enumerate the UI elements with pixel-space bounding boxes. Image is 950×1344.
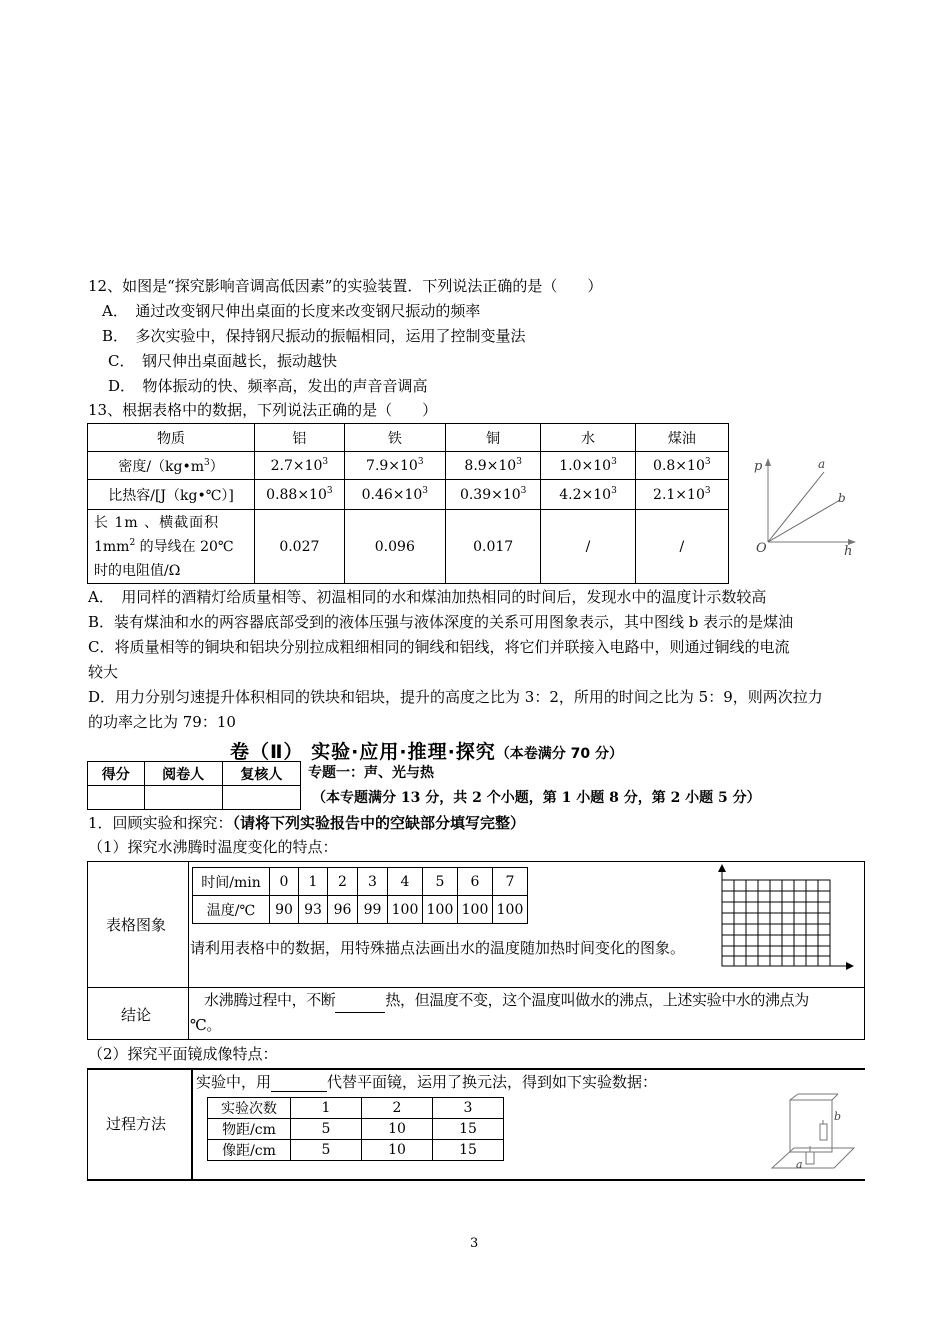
table-cell: 0.017 [445, 510, 540, 584]
score-cell[interactable] [88, 786, 145, 810]
table-cell: 10 [362, 1119, 433, 1140]
blank-heat[interactable] [335, 988, 385, 1013]
line-label-b: b [838, 491, 846, 505]
q13-stem: 13、根据表格中的数据，下列说法正确的是（ ） [88, 401, 438, 419]
table-row [193, 868, 528, 896]
table-cell: 5 [423, 868, 458, 896]
q13-option-c-line1: C．将质量相等的铜块和铝块分别拉成粗细相同的铜线和铝线，将它们并联接入电路中，则通过铜线的电流 [88, 638, 790, 656]
table-header: 铜 [445, 424, 540, 452]
mirror-data-table [207, 1097, 504, 1161]
boiling-data-table [192, 867, 528, 924]
table-row [193, 896, 528, 924]
topic1-note: （本专题满分 13 分，共 2 个小题，第 1 小题 8 分，第 2 小题 5 分） [312, 790, 761, 806]
table-cell: 100 [493, 896, 528, 924]
topic1-title: 专题一：声、光与热 [308, 765, 434, 781]
table-cell: / [635, 510, 728, 584]
plotting-grid[interactable] [712, 862, 857, 974]
density-label: 密度$/(kg•m^3)$ [88, 452, 255, 480]
table-cell: 物距/cm [208, 1119, 291, 1140]
pressure-depth-graph [752, 452, 862, 556]
table-header: 物质 [88, 424, 255, 452]
q13-option-b: B．装有煤油和水的两容器底部受到的液体压强与液体深度的关系可用图象表示，其中图线 b 表示的是煤油 [88, 613, 794, 631]
score-table [87, 761, 301, 810]
q1-sub1: （1）探究水沸腾时温度变化的特点： [88, 838, 338, 856]
table-cell: $2.7\times 10^3$ [255, 452, 345, 480]
table-cell: 93 [299, 896, 328, 924]
table-cell: 99 [358, 896, 388, 924]
origin-label: O [756, 541, 767, 556]
table-row [88, 480, 729, 510]
q12-stem: 12、如图是“探究影响音调高低因素”的实验装置．下列说法正确的是（ ） [88, 277, 603, 295]
grader-header: 阅卷人 [144, 762, 222, 786]
table-cell: 90 [270, 896, 299, 924]
process-text: 实验中，用 代替平面镜，运用了换元法，得到如下实验数据： [196, 1073, 658, 1091]
table-row [88, 510, 729, 584]
table-row [208, 1098, 504, 1119]
table-header: 铁 [344, 424, 445, 452]
table-cell: 0 [270, 868, 299, 896]
table-cell: $0.88\times 10^3$ [255, 480, 345, 510]
table-header: 煤油 [635, 424, 728, 452]
table-row [208, 1140, 504, 1161]
table-cell: $7.9\times 10^3$ [344, 452, 445, 480]
table-cell: 15 [433, 1119, 504, 1140]
table-cell: 5 [291, 1140, 362, 1161]
table-cell: 15 [433, 1140, 504, 1161]
table-cell: $2.1\times 10^3$ [635, 480, 728, 510]
q13-option-d-line2: 的功率之比为 79：10 [88, 713, 236, 731]
table-cell: $0.46\times 10^3$ [344, 480, 445, 510]
time-label: 时间/min [193, 868, 270, 896]
graph-instruction: 请利用表格中的数据，用特殊描点法画出水的温度随加热时间变化的图象。 [190, 939, 686, 957]
table-cell: / [541, 510, 635, 584]
q12-option-b: B． 多次实验中，保持钢尺振动的振幅相同，运用了控制变量法 [102, 327, 526, 345]
table-cell: 3 [358, 868, 388, 896]
table-cell: $1.0\times 10^3$ [541, 452, 635, 480]
table-cell: 96 [328, 896, 358, 924]
table-header: 2 [362, 1098, 433, 1119]
grader-cell[interactable] [144, 786, 222, 810]
table-header: 铝 [255, 424, 345, 452]
table-cell: 1 [299, 868, 328, 896]
q1-sub2: （2）探究平面镜成像特点： [88, 1045, 278, 1063]
q13-option-a: A． 用同样的酒精灯给质量相等、初温相同的水和煤油加热相同的时间后，发现水中的温度计示数较高 [88, 588, 767, 606]
q12-option-c: C． 钢尺伸出桌面越长，振动越快 [108, 352, 337, 370]
table-cell: 像距/cm [208, 1140, 291, 1161]
resistance-label: 长 1m 、横截面积 $1mm^2$ 的导线在 20℃ 时的电阻值/Ω [88, 510, 255, 584]
row-label-table-graph: 表格图象 [106, 916, 167, 934]
reviewer-header: 复核人 [222, 762, 300, 786]
table-cell: $8.9\times 10^3$ [445, 452, 540, 480]
table-cell: 100 [388, 896, 423, 924]
conclusion-text: 水沸腾过程中，不断 热，但温度不变，这个温度叫做水的沸点，上述实验中水的沸点为 ℃。 [190, 988, 866, 1037]
axis-label-h: h [844, 544, 853, 556]
score-header: 得分 [88, 762, 145, 786]
table-row [88, 452, 729, 480]
table-cell: 100 [423, 896, 458, 924]
table-header: 实验次数 [208, 1098, 291, 1119]
row-label-process: 过程方法 [106, 1115, 167, 1133]
line-label-a: a [818, 457, 826, 471]
heat-label: 比热容/[J（kg•℃）] [88, 480, 255, 510]
mirror-experiment-figure [768, 1090, 858, 1174]
reviewer-cell[interactable] [222, 786, 300, 810]
table-row [88, 424, 729, 452]
table-cell: 10 [362, 1140, 433, 1161]
table-header: 1 [291, 1098, 362, 1119]
temp-label: 温度/℃ [193, 896, 270, 924]
table-header: 水 [541, 424, 635, 452]
part2-title: 卷（Ⅱ） 实验·应用·推理·探究（本卷满分 70 分） [230, 741, 624, 763]
table-cell: 4 [388, 868, 423, 896]
table-cell: 5 [291, 1119, 362, 1140]
q13-option-c-line2: 较大 [88, 663, 119, 681]
table-cell: 0.096 [344, 510, 445, 584]
page-number: 3 [470, 1236, 479, 1251]
q12-option-a: A． 通过改变钢尺伸出桌面的长度来改变钢尺振动的频率 [102, 302, 481, 320]
row-label-conclusion: 结论 [121, 1006, 152, 1024]
table-cell: 7 [493, 868, 528, 896]
table-cell: 0.027 [255, 510, 345, 584]
q1-stem: 1．回顾实验和探究：（请将下列实验报告中的空缺部分填写完整） [88, 814, 526, 832]
table-row [208, 1119, 504, 1140]
table-cell: $0.8\times 10^3$ [635, 452, 728, 480]
table-cell: $4.2\times 10^3$ [541, 480, 635, 510]
q13-data-table [87, 423, 729, 584]
figure-label-a: a [796, 1158, 803, 1171]
blank-mirror-substitute[interactable] [271, 1073, 327, 1092]
q13-option-d-line1: D．用力分别匀速提升体积相同的铁块和铝块，提升的高度之比为 3：2，所用的时间之比为 5：9，则两次拉力 [88, 688, 823, 706]
table-cell: 100 [458, 896, 493, 924]
table-cell: 2 [328, 868, 358, 896]
table-cell: $0.39\times 10^3$ [445, 480, 540, 510]
axis-label-p: p [754, 459, 763, 474]
table-header: 3 [433, 1098, 504, 1119]
q12-option-d: D． 物体振动的快、频率高，发出的声音音调高 [108, 377, 428, 395]
table-cell: 6 [458, 868, 493, 896]
figure-label-b: b [834, 1110, 842, 1123]
